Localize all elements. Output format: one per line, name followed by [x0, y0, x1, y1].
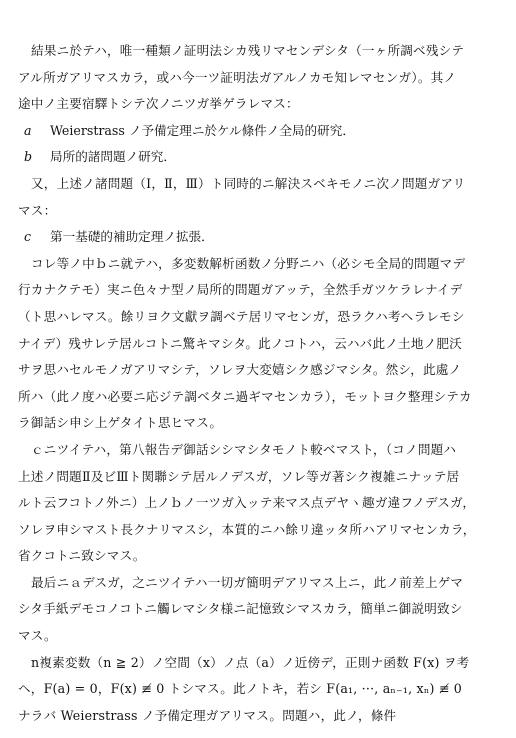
- text-line: マス：: [18, 202, 57, 218]
- text-line: 結果ニ於テハ，唯一種類ノ証明法シカ残リマセンデシタ（一ヶ所調ベ残シテ: [31, 43, 465, 58]
- text-line: 又，上述ノ諸問題（Ⅰ，Ⅱ，Ⅲ）ト同時的ニ解決スベキモノニ次ノ問題ガアリ: [31, 175, 466, 191]
- paragraph-5: [18, 570, 502, 650]
- text-line: ｃニツイテハ，第八報告デ御話シシマシタモノト較ベマスト，（コノ問題ハ: [31, 441, 457, 457]
- text-line: ルト云フコトノ外ニ）上ノｂノ一ツガ入ッテ来マス点デヤヽ趣ガ違フノデスガ，: [18, 495, 476, 511]
- text-line: コレ等ノ中ｂニ就テハ，多変数解析函数ノ分野ニハ（必シモ全局的問題マデ: [31, 255, 466, 271]
- item-text: Weierstrass ノ予備定理ニ於ケル條件ノ全局的研究．: [50, 122, 355, 138]
- text-line: シタ手紙デモコノコトニ觸レマシタ様ニ記憶致シマスカラ，簡単ニ御説明致シ: [18, 601, 463, 617]
- text-line: ナイデ）残サレテ居ルコトニ驚キマシタ。此ノコトハ，云ハバ此ノ土地ノ肥沃: [18, 335, 463, 351]
- text-line: ナラバ Weierstrass ノ予備定理ガアリマス。問題ハ，此ノ，條件: [18, 707, 397, 723]
- list-item-a: [18, 118, 502, 145]
- paragraph-3: [18, 251, 502, 437]
- text-line: n複素変数（n ≧ 2）ノ空間（x）ノ点（a）ノ近傍デ，正則ナ函数 F(x) ヲ考: [31, 654, 470, 670]
- text-line: （ト思ハレマス。餘リヨク文獻ヲ調ベテ居リマセンガ，恐ラクハ考ヘラレモシ: [18, 308, 465, 324]
- text-line: アル所ガアリマスカラ，或ハ今一ツ証明法ガアルノカモ知レマセンガ）。其ノ: [18, 69, 457, 85]
- item-text: 局所的諸問題ノ研究．: [50, 149, 176, 165]
- paragraph-2: [18, 171, 502, 224]
- paragraph-1: [18, 38, 502, 118]
- text-line: 最后ニａデスガ，之ニツイテハ一切ガ簡明デアリマス上ニ，此ノ前差上ゲマ: [31, 574, 464, 590]
- paragraph-6: [18, 650, 502, 730]
- paragraph-4: [18, 437, 502, 570]
- list-item-b: [18, 144, 502, 171]
- text-line: 省クコトニ致シマス。: [18, 548, 146, 564]
- text-line: サヲ思ハセルモノガアリマシテ，ソレヲ大変嬉シク感ジマシタ。然シ，此處ノ: [18, 362, 462, 378]
- text-line: ヘ，F(a) = 0，F(x) ≢ 0 トシマス。此ノトキ，若シ F(a₁, ···, aₙ₋₁, xₙ) ≢ 0: [18, 681, 462, 697]
- text-line: 所ハ（此ノ度ハ必要ニ応ジテ調ベタニ過ギマセンカラ），モットヨク整理シテカ: [18, 388, 472, 404]
- text-line: ラ御話シ申シ上ゲタイト思ヒマス。: [18, 415, 223, 431]
- item-marker: c: [24, 229, 32, 245]
- text-line: ソレヲ申シマスト長クナリマスシ，本質的ニハ餘リ違ッタ所ハアリマセンカラ，: [18, 521, 476, 537]
- item-text: 第一基礎的補助定理ノ拡張．: [50, 229, 214, 245]
- text-line: 上述ノ問題Ⅱ及ビⅢト関聯シテ居ルノデスガ，ソレ等ガ著シク複雑ニナッテ居: [18, 468, 460, 484]
- item-marker: b: [24, 149, 33, 165]
- text-line: 途中ノ主要宿驛トシテ次ノニツガ挙ゲラレマス：: [18, 96, 299, 112]
- text-line: マス。: [18, 628, 57, 644]
- list-item-c: [18, 224, 502, 251]
- text-line: 行カナクテモ）実ニ色々ナ型ノ局所的問題ガアッテ，全然手ガツケラレナイデ: [18, 282, 463, 298]
- item-marker: a: [24, 122, 32, 138]
